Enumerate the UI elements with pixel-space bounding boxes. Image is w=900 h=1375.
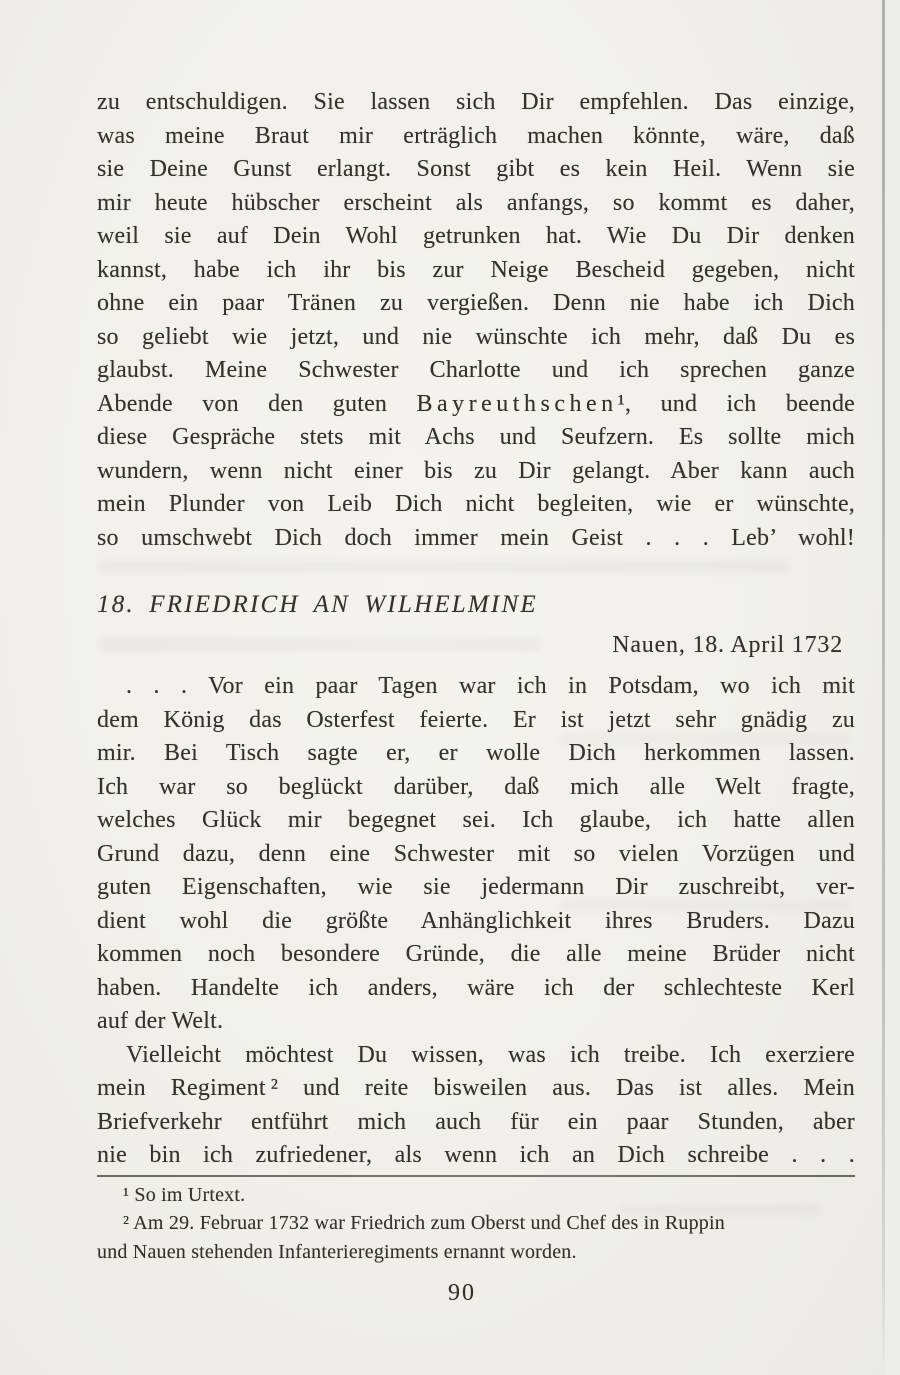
text-line: Ich war so beglückt darüber, daß mich alle Welt fragte, — [97, 773, 855, 800]
text-line: Briefverkehr entführt mich auch für ein paar Stunden, aber — [97, 1108, 855, 1135]
text-line: mir heute hübscher erscheint als anfangs, so kommt es daher, — [97, 189, 855, 216]
text-line: Vielleicht möchtest Du wissen, was ich treibe. Ich exerziere — [126, 1041, 855, 1068]
footnote: ² Am 29. Februar 1732 war Friedrich zum Oberst und Chef des in Ruppin — [123, 1212, 725, 1234]
page-edge-strip — [885, 0, 900, 1375]
text-line: welches Glück mir begegnet sei. Ich glaube, ich hatte allen — [97, 807, 855, 833]
letter-continuation-paragraph — [97, 86, 855, 555]
letterspaced-word: Bayreuthschen — [416, 390, 618, 417]
text-line: auf der Welt. — [97, 1008, 224, 1034]
text-line: weil sie auf Dein Wohl getrunken hat. Wie Du Dir denken — [97, 223, 855, 249]
dateline: Nauen, 18. April 1732 — [612, 632, 843, 658]
text-segment: Abende von den guten — [97, 390, 417, 417]
text-line: zu entschuldigen. Sie lassen sich Dir empfehlen. Das einzige, — [97, 89, 855, 115]
text-line: so geliebt wie jetzt, und nie wünschte ich mehr, daß Du es — [97, 323, 855, 350]
text-line: kommen noch besondere Gründe, die alle meine Brüder nicht — [97, 941, 855, 967]
text-line: dem König das Osterfest feierte. Er ist jetzt sehr gnädig zu — [97, 706, 855, 733]
text-line: so umschwebt Dich doch immer mein Geist . . . Leb’ wohl! — [97, 524, 855, 551]
text-line-letterspaced — [97, 388, 855, 422]
text-line: diese Gespräche stets mit Achs und Seufzern. Es sollte mich — [97, 424, 855, 450]
text-line: haben. Handelte ich anders, wäre ich der schlechteste Kerl — [97, 974, 855, 1001]
page-edge-shadow — [882, 0, 885, 1375]
text-line: Grund dazu, denn eine Schwester mit so vielen Vorzügen und — [97, 840, 855, 867]
text-line: guten Eigenschaften, wie sie jedermann Dir zuschreibt, ver- — [97, 874, 855, 900]
text-line: mir. Bei Tisch sagte er, er wolle Dich herkommen lassen. — [97, 740, 855, 766]
text-line: wundern, wenn nicht einer bis zu Dir gelangt. Aber kann auch — [97, 457, 855, 484]
text-line: . . . Vor ein paar Tagen war ich in Potsdam, wo ich mit — [126, 673, 855, 699]
text-line: mein Regiment ² und reite bisweilen aus. Das ist alles. Mein — [97, 1075, 855, 1101]
text-line: ohne ein paar Tränen zu vergießen. Denn nie habe ich Dich — [97, 290, 855, 316]
footnote-continuation: und Nauen stehenden Infanterieregiments ernannt worden. — [97, 1240, 577, 1263]
text-line: was meine Braut mir erträglich machen könnte, wäre, daß — [97, 122, 855, 149]
text-segment: ¹, und ich beende — [617, 390, 856, 417]
text-line: kannst, habe ich ihr bis zur Neige Bescheid gegeben, nicht — [97, 256, 855, 283]
text-line: sie Deine Gunst erlangt. Sonst gibt es kein Heil. Wenn sie — [97, 156, 855, 182]
footnotes — [97, 1181, 855, 1267]
letter-body-paragraph — [97, 670, 855, 1039]
footnote-rule — [97, 1175, 855, 1177]
text-line: nie bin ich zufriedener, als wenn ich an Dich schreibe . . . — [97, 1142, 855, 1168]
footnote: ¹ So im Urtext. — [123, 1183, 246, 1206]
text-line: mein Plunder von Leib Dich nicht begleiten, wie er wünschte, — [97, 491, 855, 517]
letter-body-paragraph — [97, 1039, 855, 1173]
text-line: glaubst. Meine Schwester Charlotte und ich sprechen ganze — [97, 357, 855, 383]
letter-heading: 18. FRIEDRICH AN WILHELMINE — [97, 591, 538, 618]
page-number: 90 — [448, 1280, 476, 1306]
body-text — [97, 86, 855, 1308]
text-line: dient wohl die größte Anhänglichkeit ihres Bruders. Dazu — [97, 907, 855, 934]
